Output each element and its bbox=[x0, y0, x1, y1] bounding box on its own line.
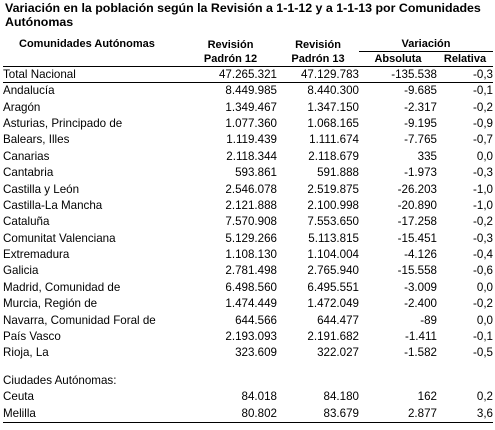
row-p12: 84.018 bbox=[241, 390, 277, 404]
row-rel: -0,1 bbox=[473, 330, 494, 344]
row-rel: -0,6 bbox=[473, 264, 494, 278]
row-p13: 1.111.674 bbox=[309, 133, 359, 147]
header-variacion: Variación bbox=[359, 37, 493, 52]
table-row bbox=[3, 132, 493, 148]
row-abs: -15.451 bbox=[397, 231, 437, 245]
table-row bbox=[3, 99, 493, 115]
total-rel: -0,3 bbox=[437, 67, 493, 83]
table-row bbox=[3, 165, 493, 181]
row-abs: -4.126 bbox=[404, 248, 437, 262]
table-row bbox=[3, 198, 493, 214]
row-rel: -1,0 bbox=[473, 182, 494, 196]
row-abs: -26.203 bbox=[397, 182, 437, 196]
row-p12: 80.802 bbox=[184, 405, 277, 422]
row-name: Galicia bbox=[3, 264, 39, 278]
row-name: Comunitat Valenciana bbox=[3, 231, 116, 245]
row-p12: 1.349.467 bbox=[225, 100, 277, 114]
ciudades-label-row bbox=[3, 373, 493, 389]
table-row bbox=[3, 247, 493, 263]
row-rel: -1,0 bbox=[473, 198, 494, 212]
row-p12: 5.129.266 bbox=[225, 231, 277, 245]
row-abs: -7.765 bbox=[404, 133, 437, 147]
total-row bbox=[3, 67, 493, 83]
row-p13: 6.495.551 bbox=[307, 280, 359, 294]
table-row bbox=[3, 389, 493, 405]
table-row bbox=[3, 181, 493, 197]
header-relativa: Relativa bbox=[437, 52, 493, 67]
total-p12: 47.265.321 bbox=[184, 67, 277, 83]
row-p12: 8.449.985 bbox=[225, 84, 277, 98]
row-name: Cataluña bbox=[3, 215, 50, 229]
row-p12: 593.861 bbox=[235, 166, 277, 180]
row-p13: 7.553.650 bbox=[307, 215, 359, 229]
row-abs: -2.400 bbox=[404, 297, 437, 311]
row-rel: 0,0 bbox=[476, 313, 494, 327]
row-name: Castilla-La Mancha bbox=[3, 198, 103, 212]
table-row bbox=[3, 280, 493, 296]
row-rel: 0,2 bbox=[476, 390, 494, 404]
row-name: Extremadura bbox=[3, 248, 70, 262]
row-p13: 1.347.150 bbox=[307, 100, 359, 114]
header-p13-line1: Revisión bbox=[295, 38, 341, 51]
row-abs: -9.195 bbox=[404, 116, 437, 130]
table-row bbox=[3, 231, 493, 247]
row-rel: -0,5 bbox=[473, 346, 494, 360]
row-rel: -0,4 bbox=[473, 248, 494, 262]
table-row bbox=[3, 312, 493, 328]
row-name: Andalucía bbox=[3, 84, 55, 98]
row-p12: 1.077.360 bbox=[225, 116, 277, 130]
row-name: Murcia, Región de bbox=[3, 297, 98, 311]
row-p13: 2.519.875 bbox=[307, 182, 359, 196]
table-row bbox=[3, 116, 493, 132]
row-p12: 6.498.560 bbox=[225, 280, 277, 294]
row-abs: -1.411 bbox=[404, 330, 437, 344]
row-abs: -9.685 bbox=[404, 84, 437, 98]
header-p12-line1: Revisión bbox=[207, 38, 254, 51]
row-rel: -0,2 bbox=[473, 215, 494, 229]
row-p13: 84.180 bbox=[323, 390, 359, 404]
row-abs: -20.890 bbox=[397, 198, 437, 212]
row-name: Melilla bbox=[3, 405, 184, 422]
row-abs: -3.009 bbox=[404, 280, 437, 294]
table-row bbox=[3, 149, 493, 165]
header-row-2 bbox=[3, 52, 493, 67]
row-rel: -0,2 bbox=[473, 100, 494, 114]
row-p12: 644.566 bbox=[235, 313, 277, 327]
table-row bbox=[3, 405, 493, 422]
population-table bbox=[3, 37, 493, 423]
row-name: Castilla y León bbox=[3, 182, 80, 196]
row-name: Aragón bbox=[3, 100, 41, 114]
table-row bbox=[3, 83, 493, 100]
row-abs: -1.582 bbox=[404, 346, 437, 360]
row-p13: 644.477 bbox=[317, 313, 359, 327]
row-rel: 3,6 bbox=[437, 405, 493, 422]
row-abs: -15.558 bbox=[397, 264, 437, 278]
row-p13: 2.191.682 bbox=[307, 330, 359, 344]
row-p13: 83.679 bbox=[277, 405, 359, 422]
table-row bbox=[3, 214, 493, 230]
row-rel: -0,1 bbox=[473, 84, 494, 98]
row-abs: -17.258 bbox=[397, 215, 437, 229]
row-p12: 323.609 bbox=[235, 346, 277, 360]
table-row bbox=[3, 263, 493, 279]
row-p12: 7.570.908 bbox=[225, 215, 277, 229]
row-p12: 2.118.344 bbox=[226, 149, 277, 163]
row-p12: 1.108.130 bbox=[225, 248, 277, 262]
row-name: País Vasco bbox=[3, 330, 61, 344]
total-name: Total Nacional bbox=[3, 67, 184, 83]
row-rel: -0,7 bbox=[473, 133, 494, 147]
row-p12: 2.193.093 bbox=[225, 330, 277, 344]
row-abs: 2.877 bbox=[359, 405, 437, 422]
row-name: Ceuta bbox=[3, 390, 34, 404]
header-absoluta: Absoluta bbox=[359, 52, 437, 67]
header-blank bbox=[3, 52, 184, 67]
row-rel: 0,0 bbox=[476, 280, 494, 294]
ciudades-label: Ciudades Autónomas: bbox=[3, 373, 117, 387]
header-row-1 bbox=[3, 37, 493, 52]
row-name: Asturias, Principado de bbox=[3, 116, 123, 130]
row-rel: -0,9 bbox=[473, 116, 494, 130]
row-name: Cantabria bbox=[3, 166, 54, 180]
header-p12-line2: Padrón 12 bbox=[184, 52, 277, 67]
row-p13: 8.440.300 bbox=[307, 84, 359, 98]
row-name: Navarra, Comunidad Foral de bbox=[3, 313, 156, 327]
row-p12: 2.781.498 bbox=[225, 264, 277, 278]
table-title: Variación en la población según la Revisión a 1-1-12 y a 1-1-13 por Comunidades Autónomas bbox=[5, 1, 481, 29]
row-p13: 2.100.998 bbox=[307, 198, 359, 212]
row-abs: -89 bbox=[420, 313, 437, 327]
row-p13: 2.118.679 bbox=[308, 149, 359, 163]
row-rel: 0,0 bbox=[476, 149, 494, 163]
table-row bbox=[3, 345, 493, 361]
row-p13: 322.027 bbox=[317, 346, 359, 360]
row-name: Canarias bbox=[3, 149, 50, 163]
row-p13: 2.765.940 bbox=[307, 264, 359, 278]
row-p13: 1.472.049 bbox=[307, 297, 359, 311]
total-p13: 47.129.783 bbox=[277, 67, 359, 83]
row-abs: -1.973 bbox=[404, 166, 437, 180]
row-p13: 1.104.004 bbox=[307, 248, 359, 262]
row-p13: 591.888 bbox=[317, 166, 359, 180]
row-name: Balears, Illes bbox=[3, 133, 70, 147]
header-p13-line2: Padrón 13 bbox=[277, 52, 359, 67]
row-abs: 335 bbox=[417, 149, 437, 163]
row-rel: -0,3 bbox=[473, 166, 494, 180]
table-row bbox=[3, 329, 493, 345]
row-abs: 162 bbox=[417, 390, 437, 404]
row-rel: -0,2 bbox=[473, 297, 494, 311]
row-name: Rioja, La bbox=[3, 346, 49, 360]
row-p12: 2.546.078 bbox=[225, 182, 277, 196]
row-p12: 1.119.439 bbox=[226, 133, 277, 147]
row-name: Madrid, Comunidad de bbox=[3, 280, 121, 294]
row-abs: -2.317 bbox=[404, 100, 437, 114]
header-comunidades: Comunidades Autónomas bbox=[19, 38, 155, 50]
row-p12: 2.121.888 bbox=[225, 198, 277, 212]
row-p13: 1.068.165 bbox=[307, 116, 359, 130]
row-p12: 1.474.449 bbox=[225, 297, 277, 311]
row-p13: 5.113.815 bbox=[308, 231, 359, 245]
total-abs: -135.538 bbox=[359, 67, 437, 83]
table-row bbox=[3, 296, 493, 312]
row-rel: -0,3 bbox=[473, 231, 494, 245]
